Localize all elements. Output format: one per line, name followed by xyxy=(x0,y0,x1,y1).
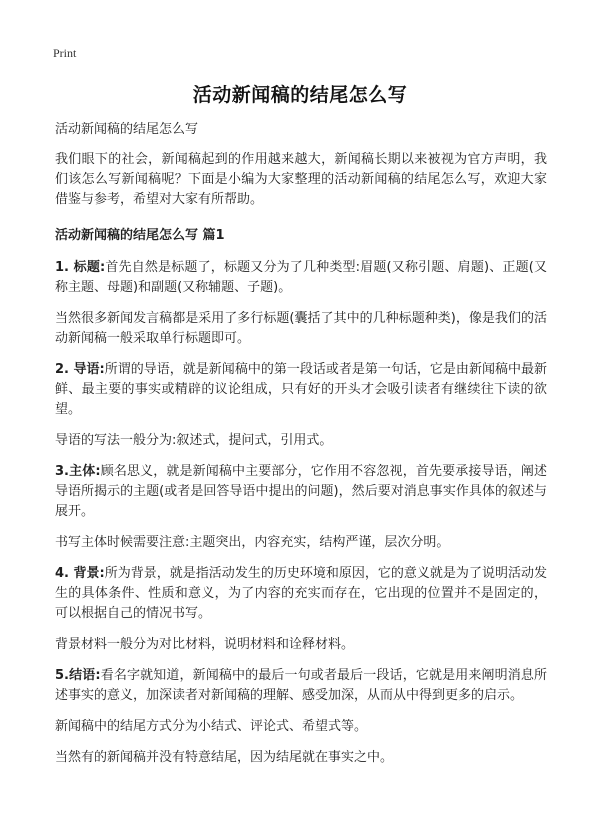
item-paragraph-4 xyxy=(55,564,547,624)
item-lead-5: 5.结语: xyxy=(55,668,101,683)
article-body xyxy=(55,150,547,779)
item-paragraph-2 xyxy=(55,360,547,420)
page-title: 活动新闻稿的结尾怎么写 xyxy=(192,84,408,106)
item-lead-3: 3.主体: xyxy=(55,464,101,479)
item-note-4: 背景材料一般分为对比材料，说明材料和诠释材料。 xyxy=(55,637,355,652)
item-paragraph-3 xyxy=(55,462,547,522)
item-text-5: 看名字就知道，新闻稿中的最后一句或者最后一段话，它就是用来阐明消息所述事实的意义，加深读者对新闻稿的理解、感受加深，从而从中得到更多的启示。 xyxy=(55,668,547,703)
item-text-4: 所为背景，就是指活动发生的历史环境和原因，它的意义就是为了说明活动发生的具体条件、性质和意义，为了内容的充实而存在，它出现的位置并不是固定的，可以根据自己的情况书写。 xyxy=(55,566,547,621)
item-text-2: 所谓的导语，就是新闻稿中的第一段话或者是第一句话，它是由新闻稿中最新鲜、最主要的事实或精辟的议论组成，只有好的开头才会吸引读者有继续往下读的欲望。 xyxy=(55,362,547,417)
item-note-2: 导语的写法一般分为:叙述式，提问式，引用式。 xyxy=(55,433,333,448)
closing-paragraph: 当然有的新闻稿并没有特意结尾，因为结尾就在事实之中。 xyxy=(55,750,394,765)
page-subtitle: 活动新闻稿的结尾怎么写 xyxy=(55,122,199,137)
intro-paragraph: 我们眼下的社会，新闻稿起到的作用越来越大，新闻稿长期以来被视为官方声明，我们该怎么写新闻稿呢？下面是小编为大家整理的活动新闻稿的结尾怎么写，欢迎大家借鉴与参考，希望对大家有所帮助。 xyxy=(55,152,547,207)
print-label: Print xyxy=(53,46,77,60)
item-note-3: 书写主体时候需要注意:主题突出，内容充实，结构严谨，层次分明。 xyxy=(55,535,450,550)
section-heading: 活动新闻稿的结尾怎么写 篇1 xyxy=(55,228,225,243)
item-lead-1: 1. 标题: xyxy=(55,260,106,275)
item-lead-2: 2. 导语: xyxy=(55,362,105,377)
item-note-5: 新闻稿中的结尾方式分为小结式、评论式、希望式等。 xyxy=(55,719,368,734)
item-note-1: 当然很多新闻发言稿都是采用了多行标题(囊括了其中的几种标题种类)，像是我们的活动新闻稿一般采取单行标题即可。 xyxy=(55,311,547,346)
item-text-1: 首先自然是标题了，标题又分为了几种类型:眉题(又称引题、肩题)、正题(又称主题、母题)和副题(又称辅题、子题)。 xyxy=(55,260,547,295)
item-text-3: 顾名思义，就是新闻稿中主要部分，它作用不容忽视，首先要承接导语，阐述导语所揭示的主题(或者是回答导语中提出的问题)，然后要对消息事实作具体的叙述与展开。 xyxy=(55,464,547,519)
item-lead-4: 4. 背景: xyxy=(55,566,105,581)
item-paragraph-5 xyxy=(55,666,547,706)
item-paragraph-1 xyxy=(55,258,547,298)
